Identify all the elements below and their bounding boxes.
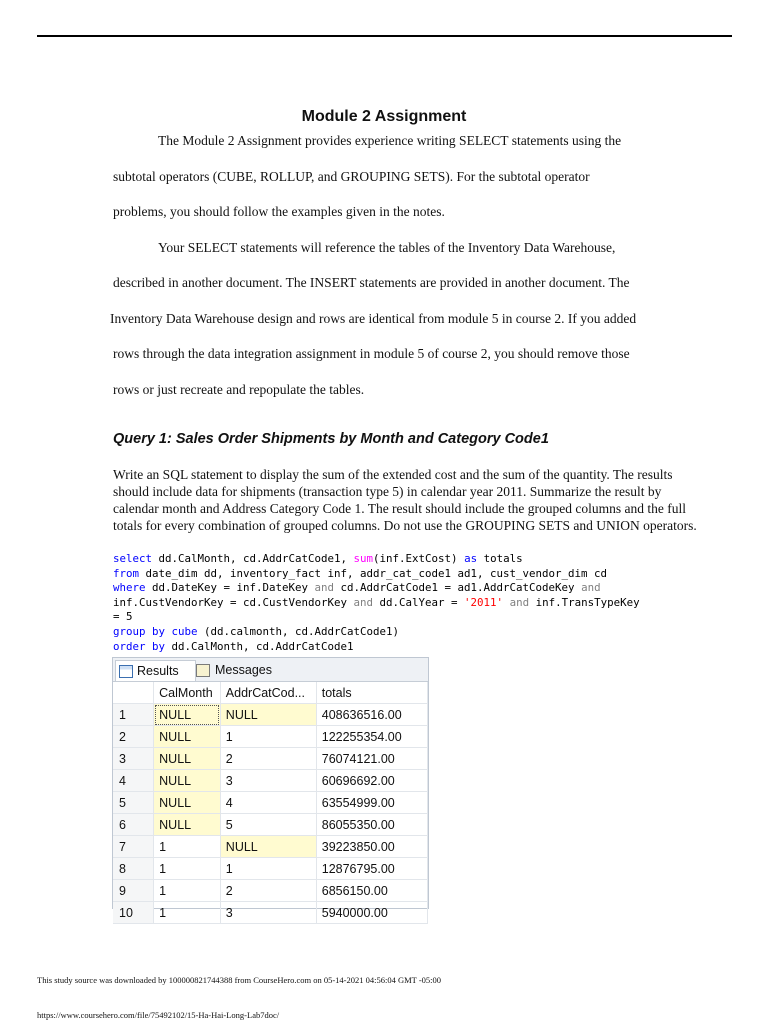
sql-keyword: select [113, 552, 153, 565]
sql-text: dd.CalMonth, cd.AddrCatCode1 [165, 639, 354, 653]
table-cell[interactable]: 5940000.00 [316, 902, 427, 924]
row-number[interactable]: 5 [113, 792, 154, 814]
sql-keyword: as [464, 552, 478, 565]
sql-text: dd.CalMonth, cd.AddrCatCode1, [152, 552, 354, 565]
sql-text: totals [477, 552, 523, 565]
results-pane [112, 657, 429, 920]
row-number[interactable]: 9 [113, 880, 154, 902]
table-row[interactable] [113, 902, 428, 924]
query-instructions: Write an SQL statement to display the sum of the extended cost and the sum of the quantity. The results should include data for shipments (transaction type 5) in calendar year 2011. Summarize the result by calendar month and Address Category Code 1. The result should include the grouped columns and the full totals for every combination of grouped columns. Do not use the GROUPING SETS and UNION operators. [113, 467, 697, 533]
table-cell[interactable]: 6856150.00 [316, 880, 427, 902]
table-cell[interactable]: 2 [220, 748, 316, 770]
row-number[interactable]: 1 [113, 704, 154, 726]
results-table [113, 682, 428, 924]
table-cell[interactable]: 1 [220, 726, 316, 748]
table-header-row [113, 682, 428, 704]
table-cell[interactable]: NULL [154, 770, 221, 792]
table-cell[interactable]: 5 [220, 814, 316, 836]
table-cell[interactable]: 1 [154, 902, 221, 924]
column-header [113, 682, 154, 704]
sql-code-block [113, 552, 640, 654]
sql-function: sum [353, 552, 374, 565]
table-cell[interactable]: NULL [154, 814, 221, 836]
table-cell[interactable]: 1 [154, 836, 221, 858]
row-number[interactable]: 8 [113, 858, 154, 880]
sql-keyword: where [113, 581, 146, 595]
table-cell[interactable]: 1 [220, 858, 316, 880]
sql-text: dd.CalYear = [373, 595, 465, 609]
paragraph-line: problems, you should follow the examples given in the notes. [113, 204, 445, 219]
paragraph-line: Your SELECT statements will reference the tables of the Inventory Data Warehouse, [158, 240, 616, 255]
sql-text: (inf.ExtCost) [373, 552, 465, 565]
table-row[interactable] [113, 726, 428, 748]
table-cell[interactable]: NULL [154, 726, 221, 748]
table-cell[interactable]: 60696692.00 [316, 770, 427, 792]
sql-operator: and [353, 595, 374, 609]
row-number[interactable]: 6 [113, 814, 154, 836]
source-url[interactable]: https://www.coursehero.com/file/75492102/15-Ha-Hai-Long-Lab7doc/ [37, 1010, 280, 1020]
sql-operator: and [509, 595, 530, 609]
query-heading: Query 1: Sales Order Shipments by Month and Category Code1 [113, 431, 549, 447]
sql-operator: and [314, 581, 335, 595]
sql-text: inf.CustVendorKey = cd.CustVendorKey [113, 595, 354, 609]
sql-text: cd.AddrCatCode1 = ad1.AddrCatCodeKey [334, 581, 582, 595]
table-cell[interactable]: 86055350.00 [316, 814, 427, 836]
paragraph-line: Inventory Data Warehouse design and rows are identical from module 5 in course 2. If you added [110, 311, 637, 326]
sql-text: date_dim dd, inventory_fact inf, addr_cat_code1 ad1, cust_vendor_dim cd [139, 566, 608, 580]
tab-results[interactable] [115, 660, 196, 681]
table-row[interactable] [113, 792, 428, 814]
table-cell[interactable]: NULL [220, 836, 316, 858]
table-cell[interactable]: 12876795.00 [316, 858, 427, 880]
table-cell[interactable]: 1 [154, 880, 221, 902]
source-notice: This study source was downloaded by 100000821744388 from CourseHero.com on 05-14-2021 04:56:04 GMT -05:00 [37, 975, 442, 985]
tab-messages-label: Messages [215, 663, 272, 677]
sql-operator: and [581, 581, 601, 595]
paragraph-line: The Module 2 Assignment provides experience writing SELECT statements using the [158, 133, 622, 148]
row-number[interactable]: 7 [113, 836, 154, 858]
table-cell[interactable]: 76074121.00 [316, 748, 427, 770]
row-number[interactable]: 10 [113, 902, 154, 924]
page-title: Module 2 Assignment [301, 108, 467, 125]
table-cell[interactable]: NULL [220, 704, 316, 726]
top-rule [37, 35, 732, 37]
row-number[interactable]: 3 [113, 748, 154, 770]
tab-messages[interactable] [193, 660, 305, 680]
sql-keyword: order by [113, 639, 166, 653]
table-cell[interactable]: 122255354.00 [316, 726, 427, 748]
sql-text: = 5 [113, 610, 133, 624]
sql-keyword: from [113, 566, 140, 580]
table-cell[interactable]: 1 [154, 858, 221, 880]
table-cell[interactable]: NULL [154, 748, 221, 770]
grid-icon [119, 665, 133, 678]
sql-keyword: group by cube [113, 624, 198, 638]
table-cell[interactable]: 39223850.00 [316, 836, 427, 858]
table-cell[interactable]: NULL [154, 704, 221, 726]
paragraph-line: rows or just recreate and repopulate the tables. [113, 382, 365, 397]
column-header[interactable]: totals [316, 682, 427, 704]
row-number[interactable]: 4 [113, 770, 154, 792]
table-row[interactable] [113, 770, 428, 792]
table-row[interactable] [113, 704, 428, 726]
table-cell[interactable]: 3 [220, 770, 316, 792]
table-cell[interactable]: 63554999.00 [316, 792, 427, 814]
table-row[interactable] [113, 858, 428, 880]
table-row[interactable] [113, 814, 428, 836]
sql-text: inf.TransTypeKey [529, 595, 640, 609]
table-cell[interactable]: 4 [220, 792, 316, 814]
results-tabbar [113, 658, 428, 682]
table-row[interactable] [113, 836, 428, 858]
paragraph-line: rows through the data integration assignment in module 5 of course 2, you should remove those [113, 346, 630, 361]
table-cell[interactable]: NULL [154, 792, 221, 814]
table-cell[interactable]: 408636516.00 [316, 704, 427, 726]
messages-icon [196, 664, 210, 677]
sql-text: (dd.calmonth, cd.AddrCatCode1) [197, 624, 400, 638]
paragraph-line: described in another document. The INSERT statements are provided in another document. The [113, 275, 630, 290]
sql-text: dd.DateKey = inf.DateKey [145, 581, 315, 595]
paragraph-line: subtotal operators (CUBE, ROLLUP, and GROUPING SETS). For the subtotal operator [113, 169, 590, 184]
column-header[interactable]: AddrCatCod... [220, 682, 316, 704]
table-row[interactable] [113, 748, 428, 770]
table-cell[interactable]: 3 [220, 902, 316, 924]
column-header[interactable]: CalMonth [154, 682, 221, 704]
sql-string: '2011' [464, 595, 504, 609]
table-cell[interactable]: 2 [220, 880, 316, 902]
row-number[interactable]: 2 [113, 726, 154, 748]
table-row[interactable] [113, 880, 428, 902]
tab-results-label: Results [137, 664, 179, 678]
